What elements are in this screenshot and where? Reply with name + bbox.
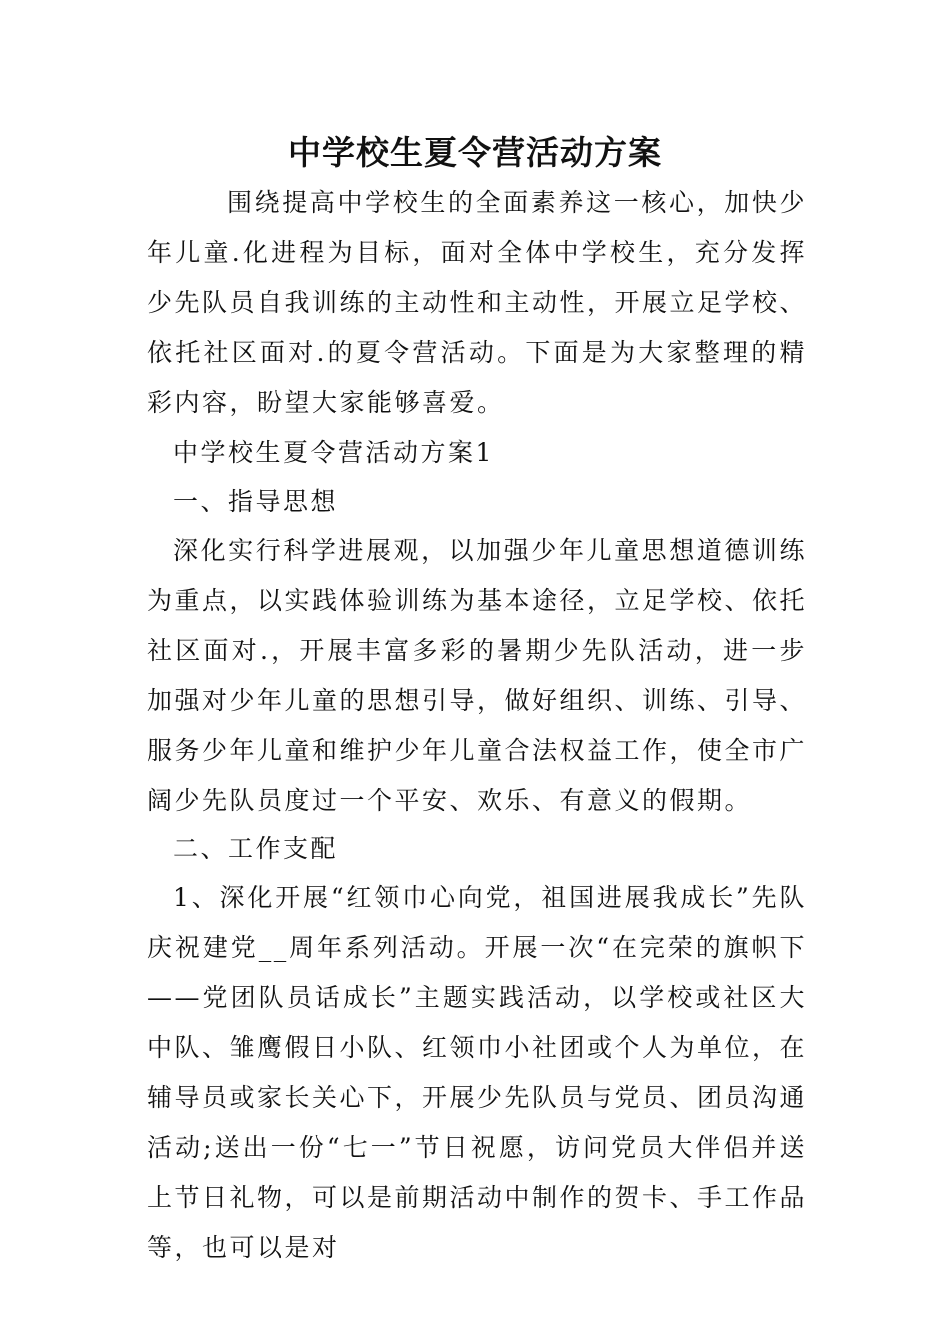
intro-paragraph: 围绕提高中学校生的全面素养这一核心，加快少年儿童.化进程为目标，面对全体中学校生，充分发挥少先队员自我训练的主动性和主动性，开展立足学校、依托社区面对.的夏令营活动。下面是为大家整理的精彩内容，盼望大家能够喜爱。	[147, 188, 808, 417]
section-heading-work-arrangement: 二、工作支配	[173, 834, 339, 863]
section-body-guiding-thought: 深化实行科学进展观，以加强少年儿童思想道德训练为重点，以实践体验训练为基本途径，立足学校、依托社区面对.，开展丰富多彩的暑期少先队活动，进一步加强对少年儿童的思想引导，做好组织、训练、引导、服务少年儿童和维护少年儿童合法权益工作，使全市广阔少先队员度过一个平安、欢乐、有意义的假期。	[147, 536, 808, 815]
section-heading-guiding-thought: 一、指导思想	[173, 487, 339, 516]
plan-heading: 中学校生夏令营活动方案1	[173, 438, 494, 467]
work-item-1-paragraph: 1、深化开展“红领巾心向党，祖国进展我成长”先队庆祝建党__周年系列活动。开展一次“在完荣的旗帜下——党团队员话成长”主题实践活动，以学校或社区大中队、雏鹰假日小队、红领巾小社团或个人为单位，在辅导员或家长关心下，开展少先队员与党员、团员沟通活动;送出一份“七一”节日祝愿，访问党员大伴侣并送上节日礼物，可以是前期活动中制作的贺卡、手工作品等，也可以是对	[147, 883, 808, 1262]
document-title: 中学校生夏令营活动方案	[288, 133, 662, 172]
